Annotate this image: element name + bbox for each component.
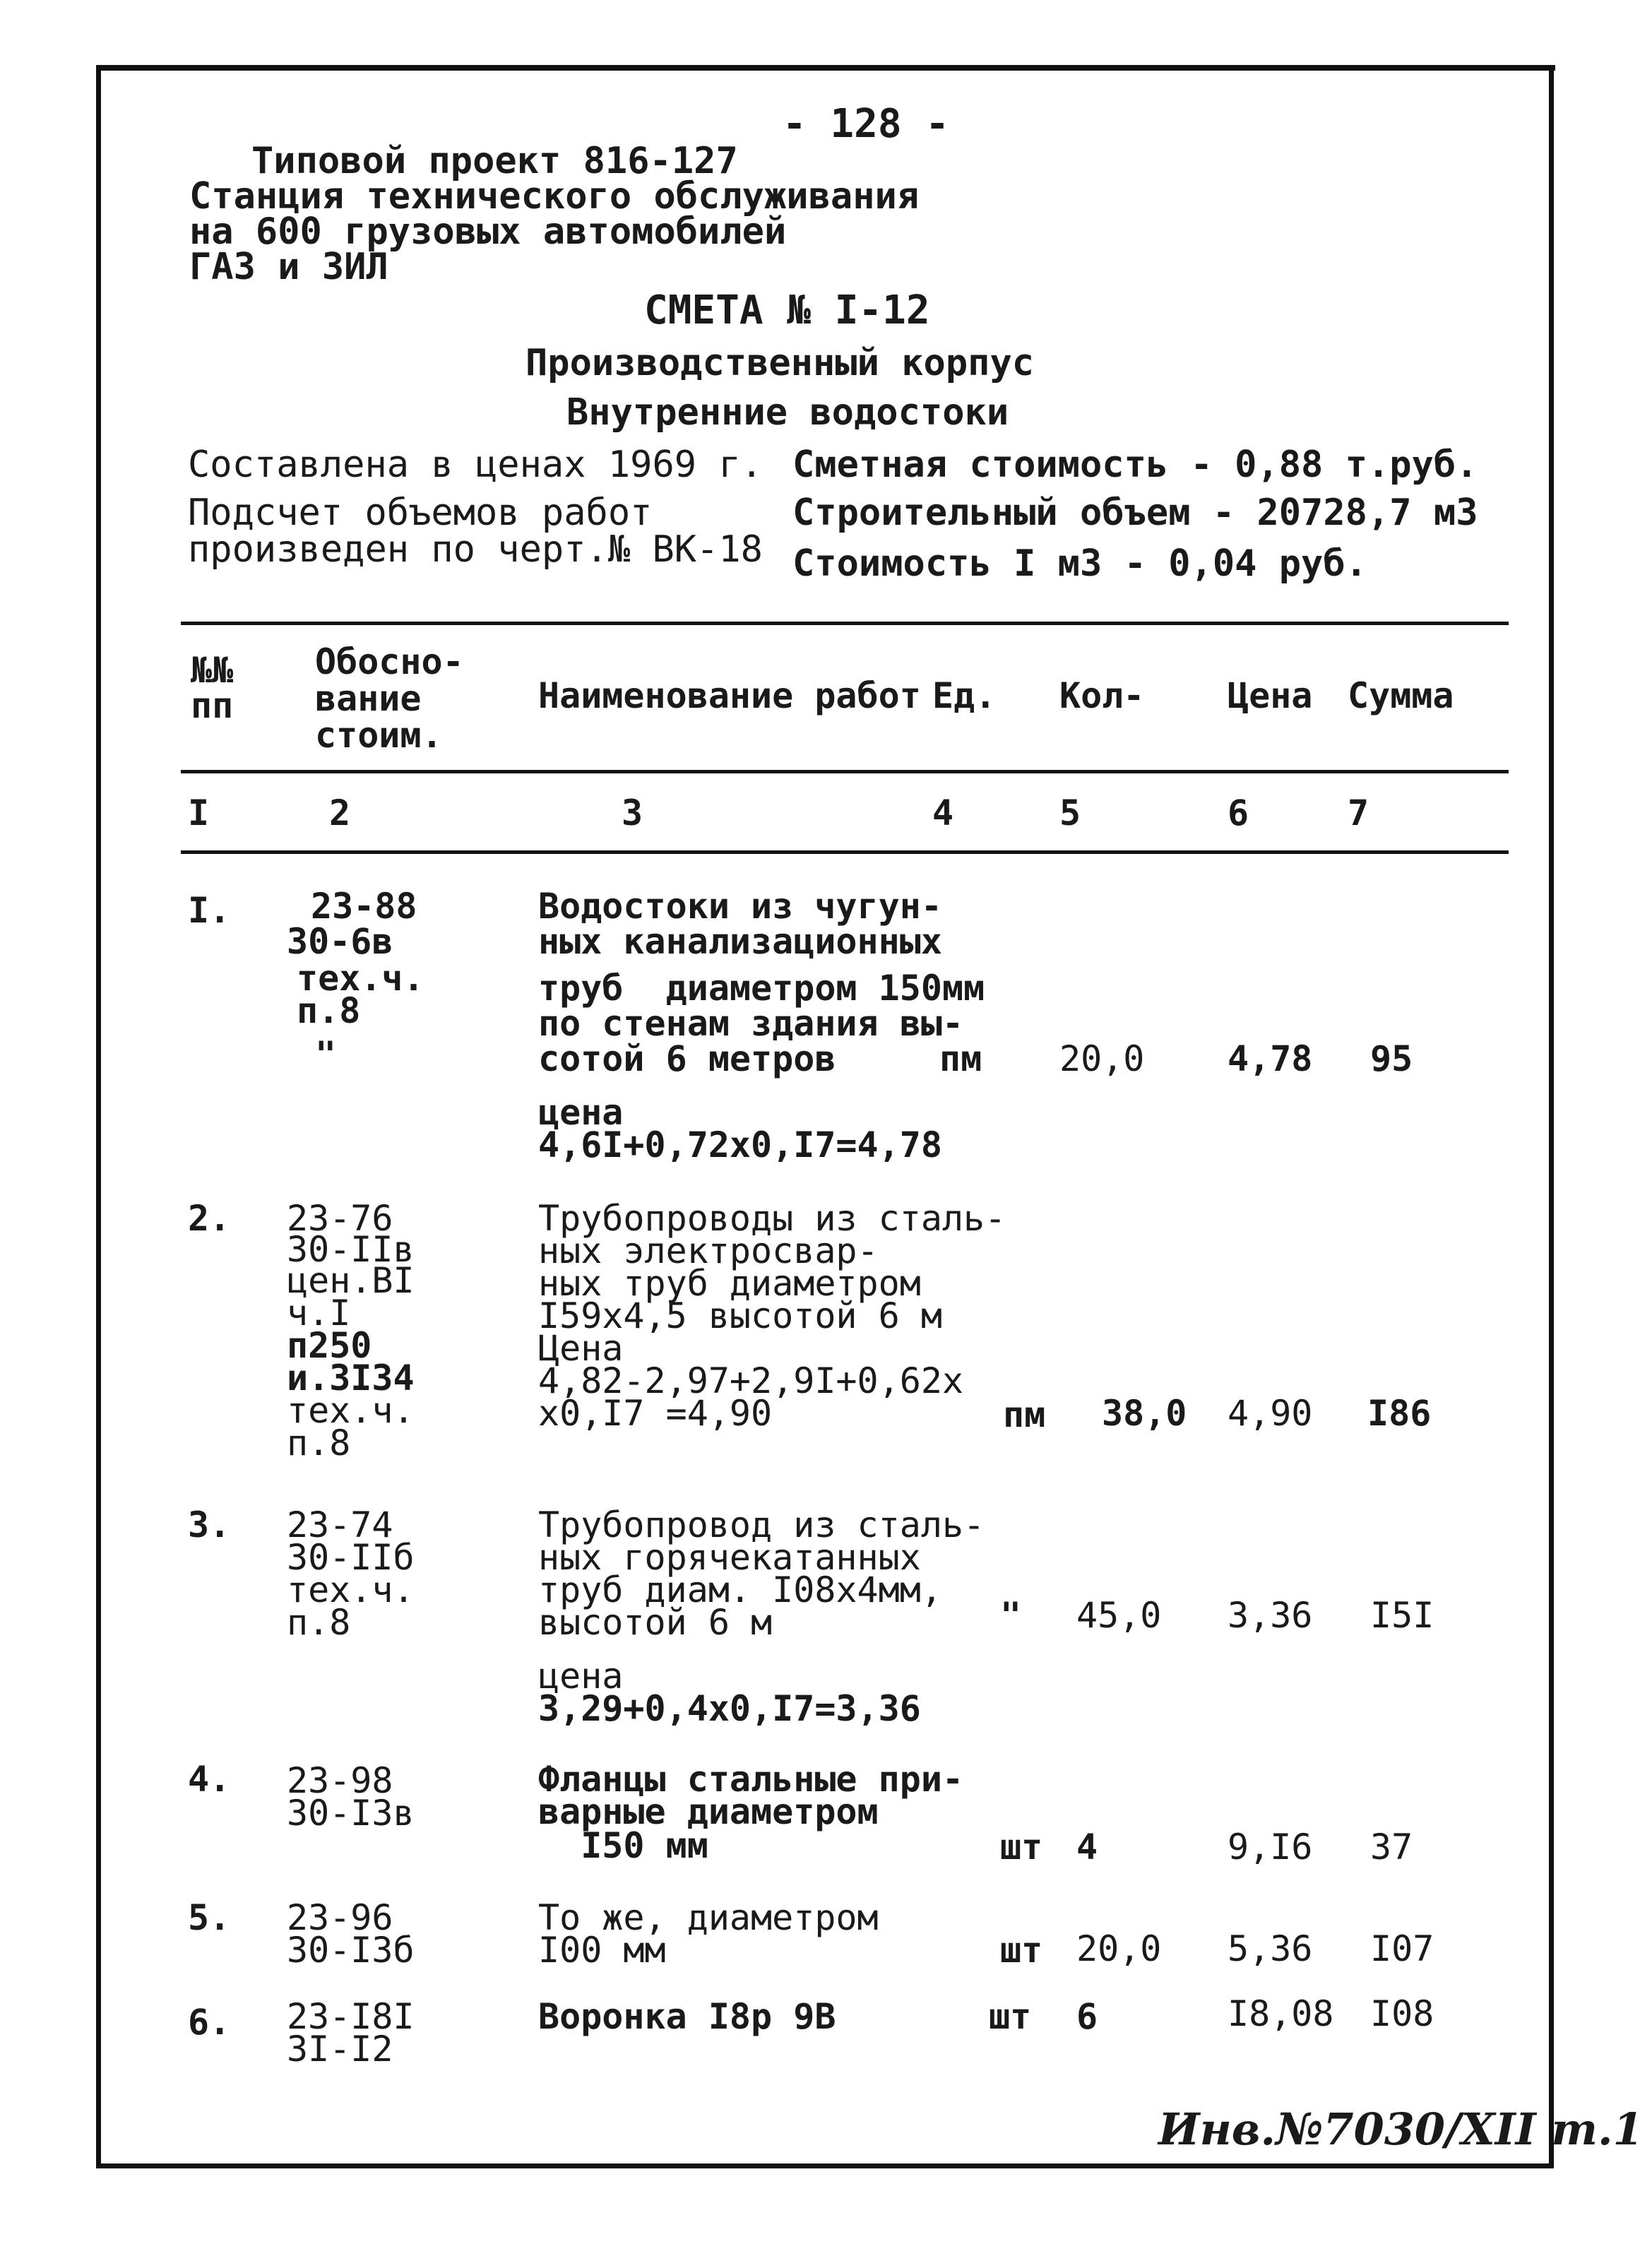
project-line-2: Станция технического обслуживания <box>189 175 920 218</box>
row-name-line: I59x4,5 высотой 6 м <box>538 1295 942 1336</box>
row-basis-line: 23-88 <box>311 886 417 927</box>
row-unit: шт <box>1000 1827 1043 1868</box>
row-basis-line: тех.ч. <box>287 1569 415 1610</box>
row-name-line: ных горячекатанных <box>538 1537 921 1578</box>
row-name-line: Трубопровод из сталь- <box>538 1504 985 1545</box>
row-sum: I5I <box>1370 1595 1434 1636</box>
row-price: 3,36 <box>1228 1595 1313 1636</box>
row-sum: 95 <box>1370 1038 1413 1079</box>
row-basis-line: п.8 <box>297 990 361 1031</box>
header-num-1: №№ <box>191 650 234 691</box>
calc-note-1: Подсчет объемов работ <box>188 492 653 534</box>
row-basis-line: и.3I34 <box>287 1358 415 1399</box>
row-price: 4,90 <box>1228 1393 1313 1434</box>
row-basis-line: тех.ч. <box>297 958 424 999</box>
row-name-line: Водостоки из чугун- <box>538 886 942 927</box>
row-price: 9,I6 <box>1228 1827 1313 1868</box>
row-price: I8,08 <box>1228 1993 1334 2034</box>
row-basis-line: тех.ч. <box>287 1390 415 1431</box>
row-unit: пм <box>939 1038 982 1079</box>
row-basis-line: цен.ВI <box>287 1260 415 1301</box>
frame-right-border <box>1549 65 1554 2168</box>
row-basis-line: 30-IIв <box>287 1229 415 1270</box>
row-name-line: Воронка I8р 9В <box>538 1996 836 2037</box>
row-sum: 37 <box>1370 1827 1413 1868</box>
header-rule <box>181 770 1509 773</box>
header-name: Наименование работ <box>538 675 921 716</box>
header-price: Цена <box>1228 675 1313 716</box>
row-name-line: 4,6I+0,72x0,I7=4,78 <box>538 1124 942 1165</box>
header-sum: Сумма <box>1348 675 1454 716</box>
row-name-line: труб диаметром 150мм <box>538 968 985 1009</box>
row-name-line: ных электросвар- <box>538 1230 879 1271</box>
row-num: 4. <box>188 1759 231 1800</box>
row-name-line: цена <box>538 1092 624 1133</box>
col-number: I <box>188 792 210 833</box>
project-line-4: ГАЗ и ЗИЛ <box>189 246 388 288</box>
row-qty: 45,0 <box>1076 1595 1162 1636</box>
row-basis-line: п.8 <box>287 1423 351 1464</box>
row-num: 3. <box>188 1504 231 1545</box>
row-unit: шт <box>1000 1930 1043 1971</box>
header-basis-3: стоим. <box>315 715 443 756</box>
row-basis-line: 3I-I2 <box>287 2029 393 2070</box>
row-name-line: цена <box>538 1656 624 1697</box>
unit-cost: Стоимость I м3 - 0,04 руб. <box>792 542 1367 585</box>
row-unit: " <box>1000 1595 1022 1636</box>
row-basis-line: 23-98 <box>287 1760 393 1801</box>
row-qty: 20,0 <box>1059 1038 1145 1079</box>
row-qty: 4 <box>1076 1827 1098 1868</box>
column-numbers-rule <box>181 850 1509 854</box>
row-name-line: ных труб диаметром <box>538 1263 921 1304</box>
frame-left-border <box>96 65 101 2168</box>
row-basis-line: 23-74 <box>287 1504 393 1545</box>
frame-top-border <box>100 65 1555 71</box>
estimate-cost: Сметная стоимость - 0,88 т.руб. <box>792 444 1478 486</box>
row-sum: I07 <box>1370 1928 1434 1969</box>
row-price: 4,78 <box>1228 1038 1313 1079</box>
col-number: 2 <box>329 792 351 833</box>
col-number: 3 <box>622 792 643 833</box>
header-qty: Кол- <box>1059 675 1145 716</box>
row-basis-line: п.8 <box>287 1602 351 1643</box>
estimate-title: СМЕТА № I-12 <box>644 287 930 333</box>
page-number: - 128 - <box>783 101 950 147</box>
row-name-line: Цена <box>538 1328 624 1369</box>
table-top-rule <box>181 622 1509 625</box>
project-line-3: на 600 грузовых автомобилей <box>189 210 787 253</box>
row-name-line: x0,I7 =4,90 <box>538 1393 773 1434</box>
header-num-2: пп <box>191 685 234 726</box>
row-unit: шт <box>989 1996 1032 2037</box>
row-name-line: высотой 6 м <box>538 1602 773 1643</box>
row-name-line: по стенам здания вы- <box>538 1003 964 1044</box>
header-basis-1: Обосно- <box>315 641 464 682</box>
prices-note: Составлена в ценах 1969 г. <box>188 444 763 486</box>
row-num: 5. <box>188 1897 231 1938</box>
row-basis-line: 30-IIб <box>287 1537 415 1578</box>
row-name-line: ных канализационных <box>538 921 942 962</box>
col-number: 6 <box>1228 792 1249 833</box>
row-name-line: труб диам. I08x4мм, <box>538 1569 942 1610</box>
section-title: Внутренние водостоки <box>566 391 1009 434</box>
row-basis-line: " <box>315 1034 337 1075</box>
row-num: I. <box>188 890 231 931</box>
row-basis-line: 23-I8I <box>287 1996 415 2037</box>
row-basis-line: 23-96 <box>287 1897 393 1938</box>
row-sum: I08 <box>1370 1993 1434 2034</box>
row-basis-line: п250 <box>287 1325 372 1366</box>
row-name-line: 4,82-2,97+2,9I+0,62x <box>538 1360 964 1401</box>
row-price: 5,36 <box>1228 1928 1313 1969</box>
row-name-line: I50 мм <box>538 1825 708 1866</box>
frame-bottom-border <box>100 2163 1554 2168</box>
col-number: 7 <box>1348 792 1369 833</box>
header-basis-2: вание <box>315 678 422 719</box>
row-name-line: То же, диаметром <box>538 1897 879 1938</box>
row-name-line: Фланцы стальные при- <box>538 1759 964 1800</box>
col-number: 5 <box>1059 792 1081 833</box>
row-num: 6. <box>188 2002 231 2043</box>
row-unit: пм <box>1003 1394 1046 1435</box>
row-basis-line: 30-I3в <box>287 1793 415 1834</box>
row-num: 2. <box>188 1198 231 1239</box>
col-number: 4 <box>932 792 954 833</box>
building-volume: Строительный объем - 20728,7 м3 <box>792 492 1478 534</box>
row-name-line: I00 мм <box>538 1930 666 1971</box>
row-qty: 6 <box>1076 1996 1098 2037</box>
row-basis-line: 23-76 <box>287 1198 393 1239</box>
row-name-line: варные диаметром <box>538 1791 879 1832</box>
row-basis-line: 30-I3б <box>287 1930 415 1971</box>
project-line-1: Типовой проект 816-127 <box>251 140 738 182</box>
inventory-signature: Инв.№7030/XII т.1 <box>1158 2103 1644 2155</box>
row-name-line: Трубопроводы из сталь- <box>538 1198 1006 1239</box>
header-unit: Ед. <box>932 675 997 716</box>
row-name-line: сотой 6 метров <box>538 1038 836 1079</box>
calc-note-2: произведен по черт.№ ВК-18 <box>188 528 763 571</box>
row-qty: 20,0 <box>1076 1928 1162 1969</box>
building-title: Производственный корпус <box>525 342 1035 384</box>
row-qty: 38,0 <box>1102 1393 1187 1434</box>
row-name-line: 3,29+0,4x0,I7=3,36 <box>538 1688 921 1729</box>
row-basis-line: ч.I <box>287 1293 351 1334</box>
row-sum: I86 <box>1367 1393 1432 1434</box>
row-basis-line: 30-6в <box>287 921 393 962</box>
